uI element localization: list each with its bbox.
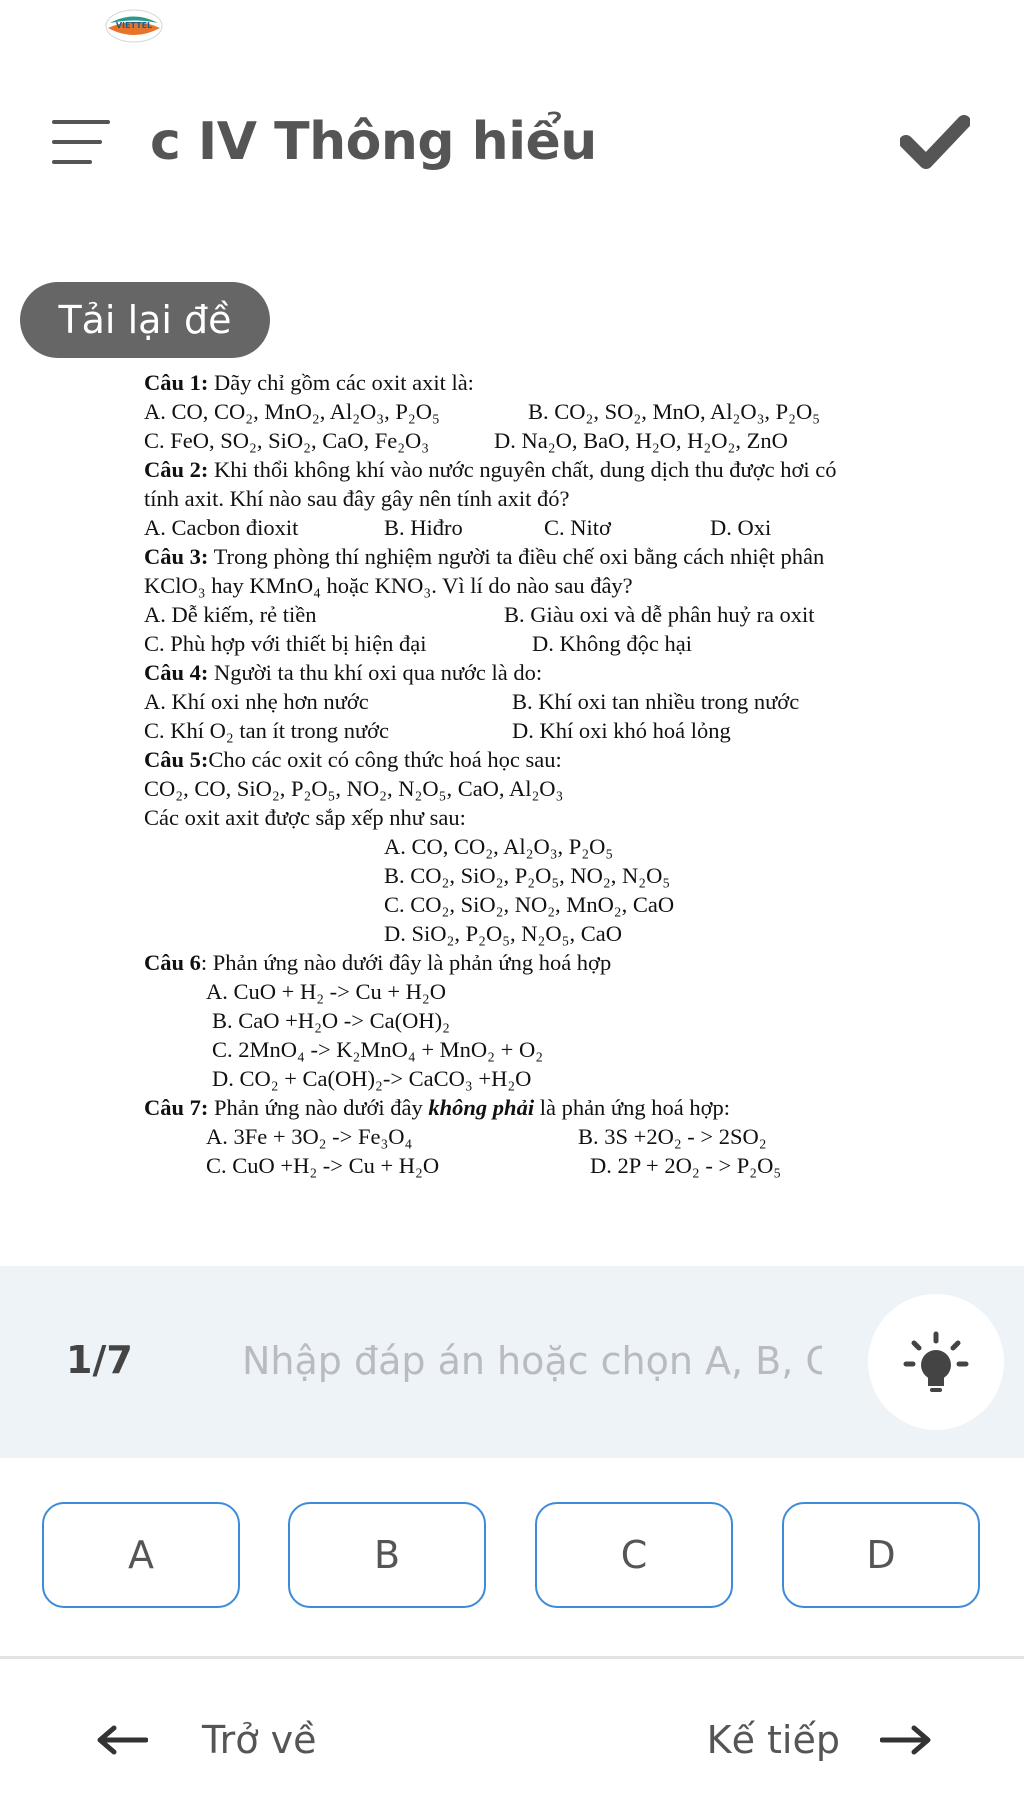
question-progress: 1/7: [66, 1338, 133, 1382]
choice-d-button[interactable]: D: [782, 1502, 980, 1608]
q6-option-a: A. CuO + H₂ -> Cu + H₂O: [206, 979, 447, 1004]
choice-c-button[interactable]: C: [535, 1502, 733, 1608]
q7-options-cd: C. CuO +H₂ -> Cu + H₂O D. 2P + 2O₂ - > P₂O₅: [206, 1153, 782, 1178]
q1-stem: Câu 1: Dãy chỉ gồm các oxit axit là:: [144, 370, 474, 395]
top-app-bar: [0, 90, 1024, 190]
q3-stem: Câu 3: Trong phòng thí nghiệm người ta điều chế oxi bằng cách nhiệt phân: [144, 544, 825, 569]
choice-b-button[interactable]: B: [288, 1502, 486, 1608]
q2-stem: Câu 2: Khi thổi không khí vào nước nguyên chất, dung dịch thu được hơi có: [144, 457, 837, 482]
question-document: [144, 368, 944, 1180]
page-title: c IV Thông hiểu: [150, 112, 597, 172]
back-label: Trở về: [202, 1718, 317, 1762]
q4-options-cd: C. Khí O₂ tan ít trong nước D. Khí oxi khó hoá lỏng: [144, 718, 731, 743]
arrow-left-icon: [96, 1725, 148, 1755]
choice-buttons: [0, 1502, 1024, 1612]
back-button[interactable]: [96, 1710, 316, 1770]
q1-options-cd: C. FeO, SO₂, SiO₂, CaO, Fe₂O₃ D. Na₂O, BaO, H₂O, H₂O₂, ZnO: [144, 428, 788, 453]
lightbulb-icon: [868, 1294, 1004, 1430]
q2-stem-cont: tính axit. Khí nào sau đây gây nên tính axit đó?: [144, 486, 570, 511]
next-label: Kế tiếp: [706, 1718, 840, 1762]
q2-options: A. Cacbon đioxit B. Hiđro C. Nitơ D. Oxi: [144, 515, 772, 540]
q7-stem: Câu 7: Phản ứng nào dưới đây không phải là phản ứng hoá hợp:: [144, 1095, 731, 1120]
viettel-logo: [104, 8, 164, 44]
q3-options-cd: C. Phù hợp với thiết bị hiện đại D. Không độc hại: [144, 631, 692, 656]
q3-stem-cont: KClO₃ hay KMnO₄ hoặc KNO₃. Vì lí do nào sau đây?: [144, 573, 633, 598]
q6-option-d: D. CO₂ + Ca(OH)₂-> CaCO₃ +H₂O: [212, 1066, 532, 1091]
answer-bar: [0, 1266, 1024, 1458]
next-button[interactable]: [707, 1710, 932, 1770]
q5-stem: Câu 5:Cho các oxit có công thức hoá học sau:: [144, 747, 562, 772]
q7-options-ab: A. 3Fe + 3O₂ -> Fe₃O₄ B. 3S +2O₂ - > 2SO₂: [206, 1124, 767, 1149]
q5-option-a: A. CO, CO₂, Al₂O₃, P₂O₅: [384, 834, 614, 859]
q4-stem: Câu 4: Người ta thu khí oxi qua nước là do:: [144, 660, 543, 685]
bottom-navigation: [0, 1700, 1024, 1780]
q5-list: CO₂, CO, SiO₂, P₂O₅, NO₂, N₂O₅, CaO, Al₂O₃: [144, 776, 564, 801]
q6-stem: Câu 6: Phản ứng nào dưới đây là phản ứng hoá hợp: [144, 950, 612, 975]
q4-options-ab: A. Khí oxi nhẹ hơn nước B. Khí oxi tan nhiều trong nước: [144, 689, 800, 714]
divider: [0, 1656, 1024, 1659]
q5-option-d: D. SiO₂, P₂O₅, N₂O₅, CaO: [384, 921, 622, 946]
arrow-right-icon: [880, 1725, 932, 1755]
q5-option-c: C. CO₂, SiO₂, NO₂, MnO₂, CaO: [384, 892, 675, 917]
q5-option-b: B. CO₂, SiO₂, P₂O₅, NO₂, N₂O₅: [384, 863, 671, 888]
choice-a-button[interactable]: A: [42, 1502, 240, 1608]
q6-option-c: C. 2MnO₄ -> K₂MnO₄ + MnO₂ + O₂: [212, 1037, 544, 1062]
logo-text: VIETTEL: [115, 21, 153, 30]
reload-exam-button[interactable]: Tải lại đề: [20, 282, 270, 358]
hint-button[interactable]: [868, 1294, 1004, 1430]
answer-input[interactable]: [240, 1326, 824, 1396]
q3-options-ab: A. Dễ kiếm, rẻ tiền B. Giàu oxi và dễ phân huỷ ra oxit: [144, 602, 815, 627]
hamburger-menu-icon[interactable]: [52, 120, 110, 164]
q1-options-ab: A. CO, CO₂, MnO₂, Al₂O₃, P₂O₅ B. CO₂, SO₂, MnO, Al₂O₃, P₂O₅: [144, 399, 821, 424]
check-icon[interactable]: [900, 112, 970, 172]
q5-stem-cont: Các oxit axit được sắp xếp như sau:: [144, 805, 466, 830]
q6-option-b: B. CaO +H₂O -> Ca(OH)₂: [212, 1008, 450, 1033]
